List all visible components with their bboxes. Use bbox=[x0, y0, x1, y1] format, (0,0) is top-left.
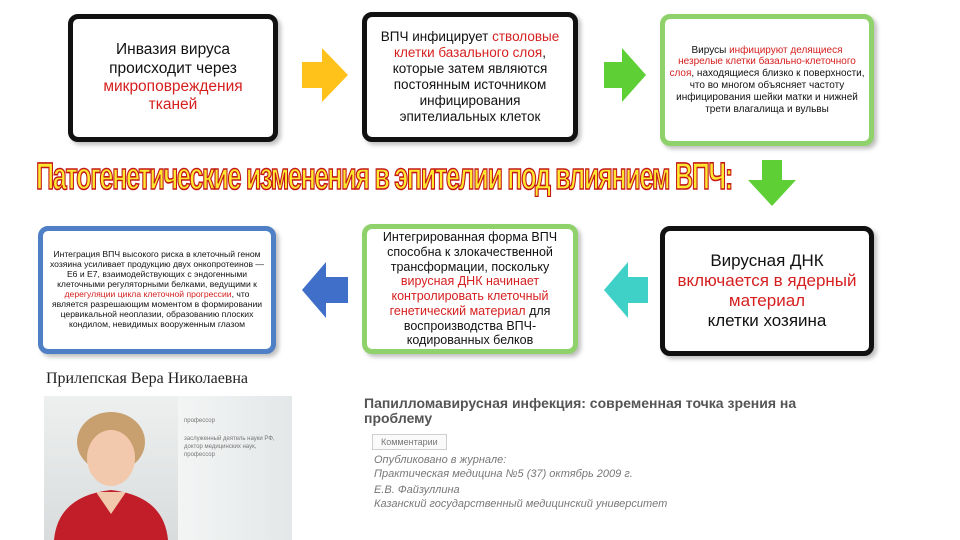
box2-text bbox=[367, 29, 573, 125]
arrow-left-blue bbox=[302, 262, 348, 318]
box1-text bbox=[73, 41, 273, 114]
author-degree: заслуженный деятель науки РФ, доктор медицинских наук, профессор bbox=[184, 436, 275, 458]
box1-line2: происходит через bbox=[109, 59, 237, 77]
box5-text bbox=[367, 230, 573, 348]
box4-post: клетки хозяина bbox=[707, 311, 827, 331]
box-stem-cells bbox=[362, 12, 578, 142]
author-card bbox=[38, 362, 294, 540]
box5-pre: Интегрированная форма ВПЧ способна к злокачественной трансформации, поскольку bbox=[382, 230, 558, 274]
comments-button[interactable]: Комментарии bbox=[372, 434, 447, 450]
arrow-right-yellow bbox=[302, 48, 348, 102]
box5-red-text: вирусная ДНК начинает контролировать клеточный генетический материал bbox=[389, 274, 549, 318]
article-journal: Практическая медицина №5 (37) октябрь 2009 г. bbox=[374, 468, 633, 480]
author-title: профессор bbox=[184, 418, 215, 424]
article-snippet bbox=[334, 396, 880, 510]
box-integrated-form bbox=[362, 224, 578, 354]
page-title-text: Патогенетические изменения в эпителии под влиянием ВПЧ: bbox=[36, 156, 732, 197]
author-name: Прилепская Вера Николаевна bbox=[46, 370, 249, 387]
box-basal-layer bbox=[660, 14, 874, 146]
box6-text bbox=[43, 250, 271, 330]
box1-line1: Инвазия вируса bbox=[116, 41, 230, 59]
portrait-illustration bbox=[44, 396, 178, 540]
box2-red-text: стволовые клетки базального слоя bbox=[394, 29, 560, 61]
article-published-label: Опубликовано в журнале: bbox=[374, 454, 507, 466]
box6-pre: Интеграция ВПЧ высокого риска в клеточный геном хозяина усиливает продукцию двух онкопротеинов — Е6 и Е7, взаимодействующих с эндогенными клеточными регуляторными белками, ведущими к bbox=[49, 249, 265, 290]
box4-red-text: включается в ядерный материал bbox=[677, 270, 857, 310]
box2-post: , которые затем являются постоянным источником инфицирования эпителиальных клеток bbox=[392, 45, 548, 124]
author-photo bbox=[44, 396, 178, 540]
box4-pre: Вирусная ДНК bbox=[710, 250, 824, 270]
box-oncoproteins bbox=[38, 226, 276, 354]
box1-red-text: микроповреждения тканей bbox=[103, 78, 243, 114]
arrow-left-teal bbox=[604, 262, 648, 318]
box5-post: для воспроизводства ВПЧ-кодированных белков bbox=[403, 303, 551, 348]
author-info-panel bbox=[178, 396, 292, 540]
box6-post: , что является разрешающим моментом в формировании цервикальной неоплазии, образованию плоских кондилом, невидимых вооруженным глазом bbox=[51, 289, 263, 329]
box4-text bbox=[665, 251, 869, 331]
arrow-down-green bbox=[748, 160, 796, 206]
page-title bbox=[36, 153, 736, 197]
box-viral-dna bbox=[660, 226, 874, 356]
article-affiliation: Казанский государственный медицинский университет bbox=[374, 498, 668, 510]
box2-pre: ВПЧ инфицирует bbox=[380, 29, 489, 45]
box3-post: , находящиеся близко к поверхности, что во многом объясняет частоту инфицирования шейки матки и нижней трети влагалища и вульвы bbox=[676, 68, 865, 115]
box6-red-text: дерегуляции цикла клеточной прогрессии bbox=[64, 289, 232, 299]
box3-red-text: инфицируют делящиеся незрелые клетки базально-клеточного слоя bbox=[669, 44, 856, 80]
arrow-right-green bbox=[604, 48, 646, 102]
box3-text bbox=[665, 45, 869, 116]
article-title[interactable]: Папилломавирусная инфекция: современная точка зрения на проблему bbox=[364, 395, 797, 427]
box3-pre: Вирусы bbox=[691, 44, 727, 56]
article-author: Е.В. Файзуллина bbox=[374, 484, 460, 496]
box-tissue-microdamage bbox=[68, 14, 278, 142]
